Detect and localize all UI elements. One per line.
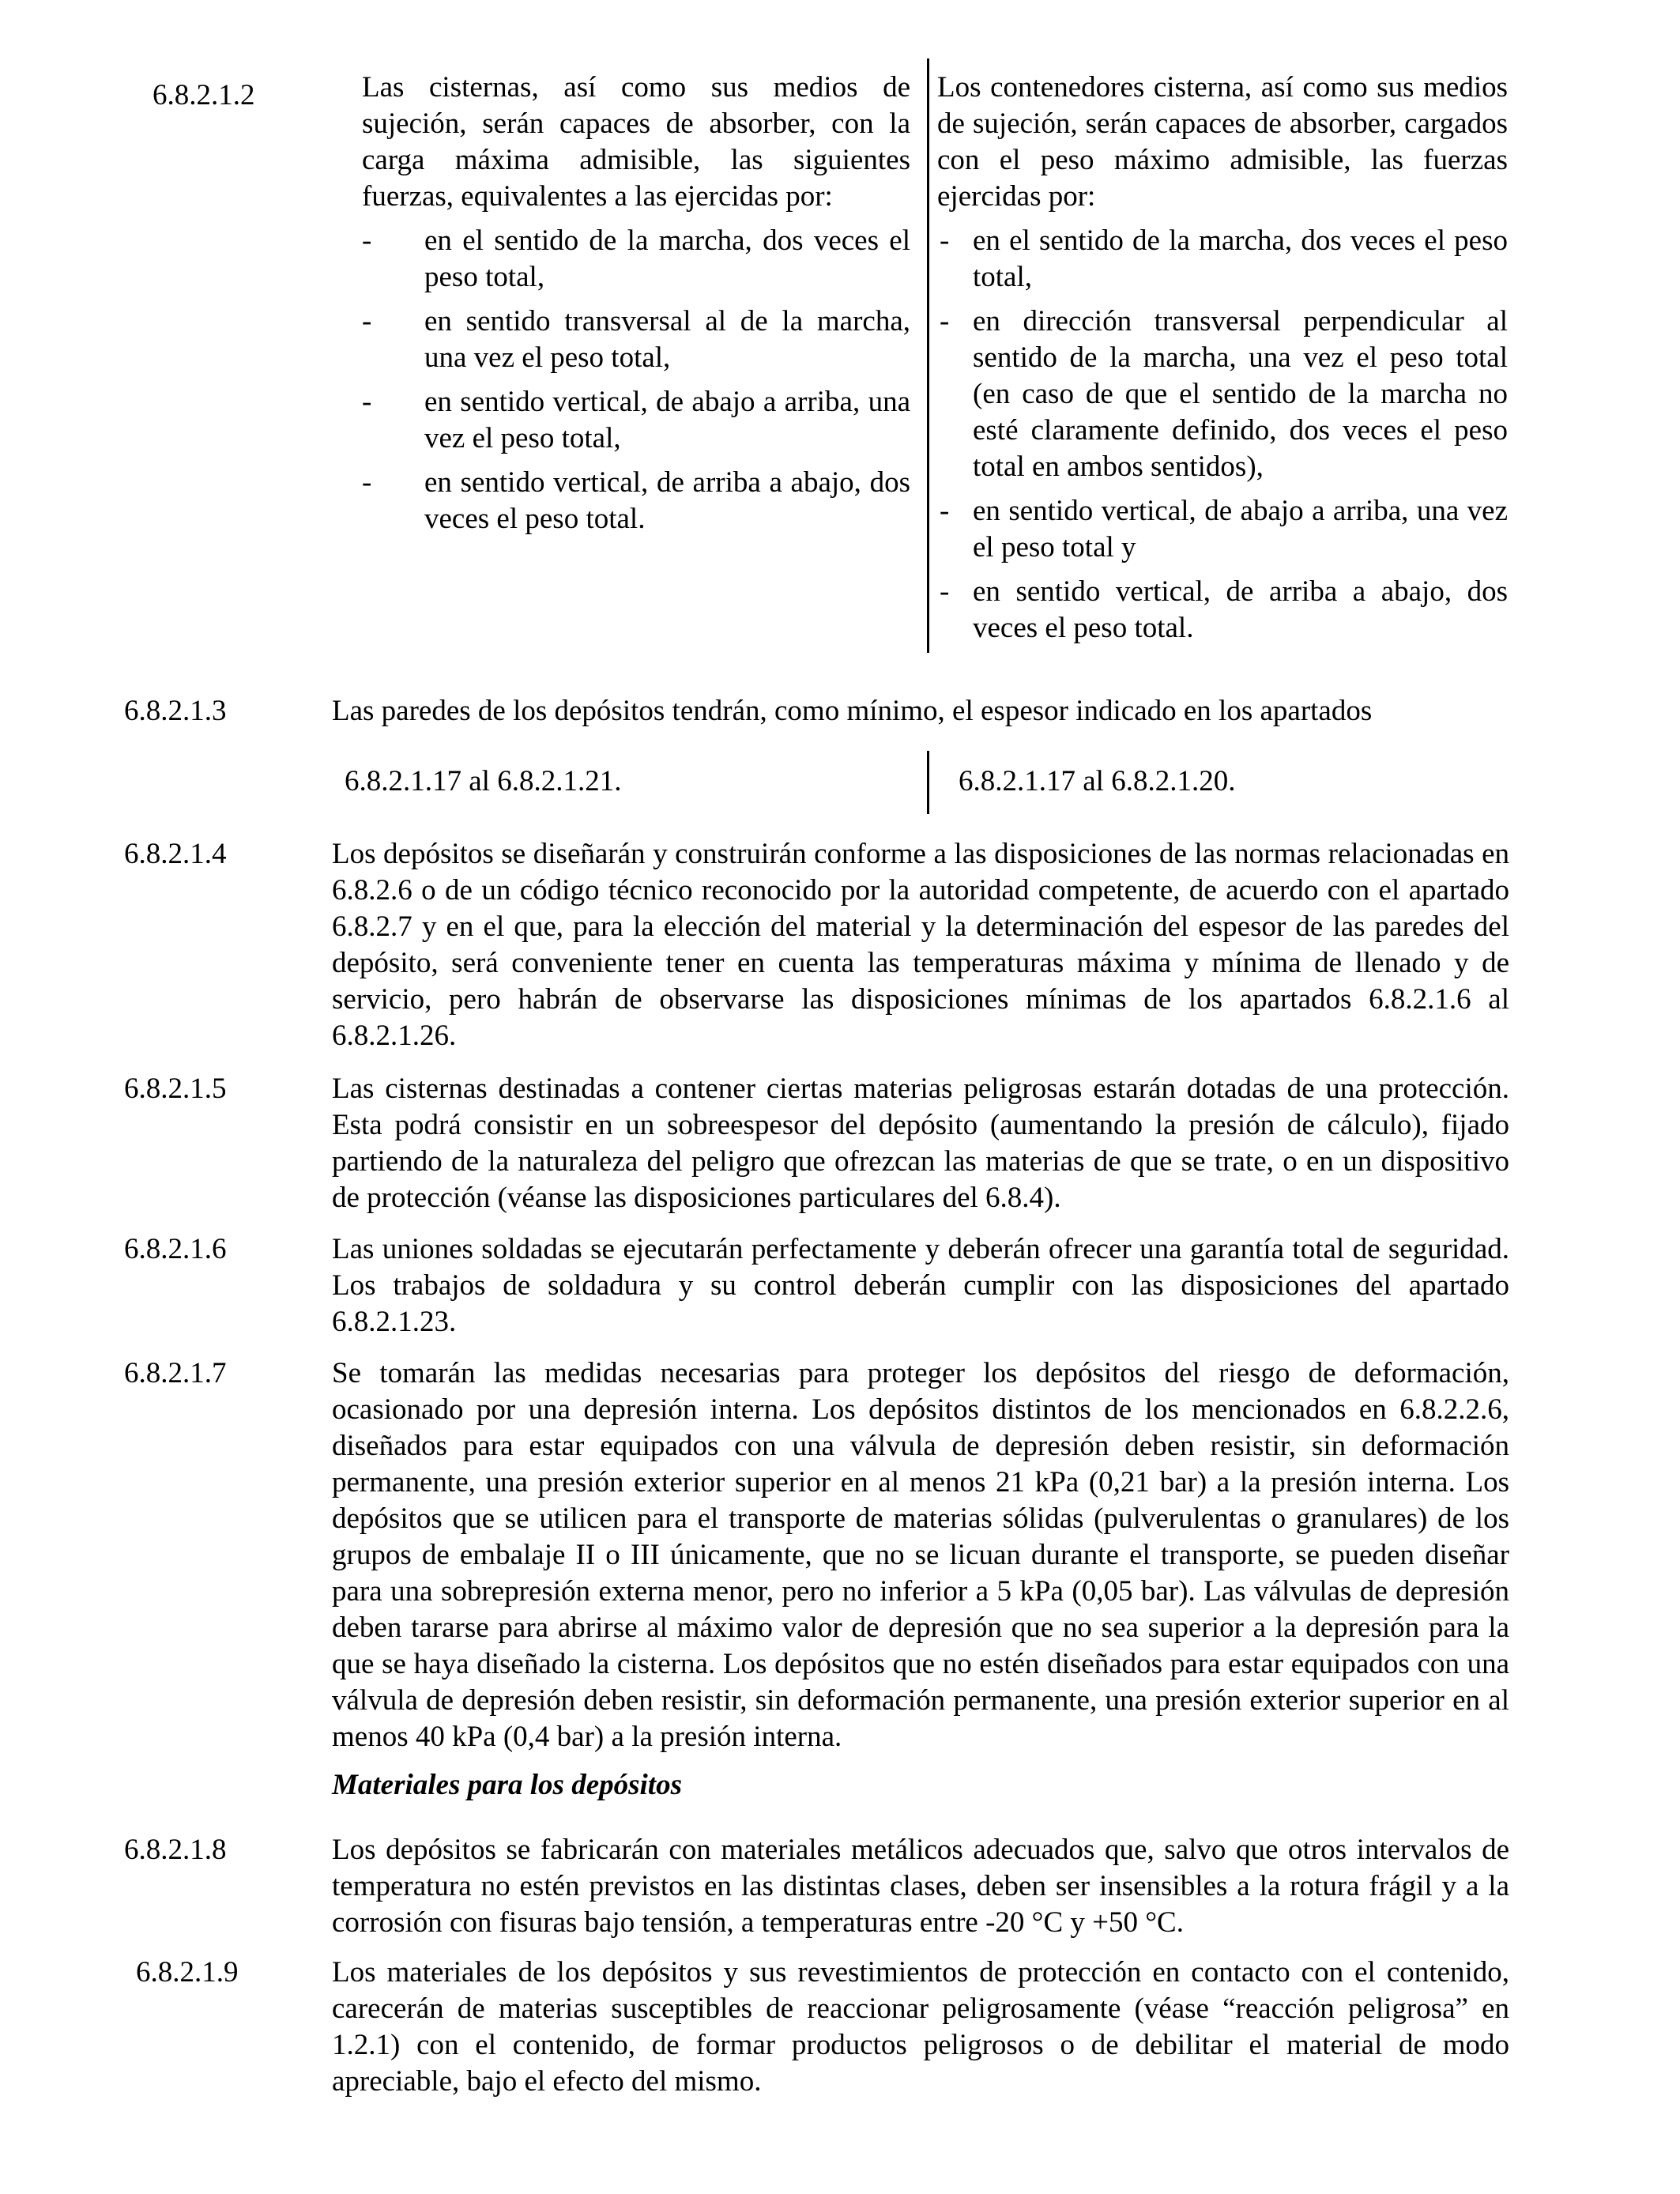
- section-heading: Materiales para los depósitos: [332, 1769, 682, 1801]
- paragraph: Los depósitos se fabricarán con materiales metálicos adecuados que, salvo que otros intervalos de temperatura no estén previstos en las distintas clases, deben ser insensibles a la rotura frágil y a la corrosión con fisuras bajo tensión, a temperaturas entre -20 °C y +50 °C.: [332, 1834, 1509, 1939]
- section-number: 6.8.2.1.5: [124, 1072, 227, 1105]
- paragraph: Las cisternas destinadas a contener ciertas materias peligrosas estarán dotadas de una protección. Esta podrá consistir en un sobreespesor del depósito (aumentando la presión de cálculo), fijado partiendo de la naturaleza del peligro que ofrezcan las materias de que se trate, o en un dispositivo de protección (véanse las disposiciones particulares del 6.8.4).: [332, 1072, 1509, 1214]
- right-column-tank-containers: [937, 70, 1508, 647]
- paragraph: Se tomarán las medidas necesarias para proteger los depósitos del riesgo de deformación, ocasionado por una depresión interna. Los depósitos distintos de los mencionados en 6.8.2.2.6, diseñados para estar equipados con una válvula de depresión deben resistir, sin deformación permanente, una presión exterior superior en al menos 21 kPa (0,21 bar) a la presión interna. Los depósitos que se utilicen para el transporte de materias sólidas (pulverulentas o granulares) de los grupos de embalaje II o III únicamente, que no se licuan durante el transporte, se pueden diseñar para una sobrepresión externa menor, pero no inferior a 5 kPa (0,05 bar). Las válvulas de depresión deben tararse para abrirse al máximo valor de depresión que no sea superior a la depresión para la que se haya diseñado la cisterna. Los depósitos que no estén diseñados para estar equipados con una válvula de depresión deben resistir, sin deformación permanente, una presión exterior superior en al menos 40 kPa (0,4 bar) a la presión interna.: [332, 1357, 1509, 1753]
- list-item: - en el sentido de la marcha, dos veces el peso total,: [362, 224, 910, 293]
- paragraph: Los depósitos se diseñarán y construirán conforme a las disposiciones de las normas relacionadas en 6.8.2.6 o de un código técnico reconocido por la autoridad competente, de acuerdo con el apartado 6.8.2.7 y en el que, para la elección del material y la determinación del espesor de las paredes del depósito, será conveniente tener en cuenta las temperaturas máxima y mínima de llenado y de servicio, pero habrán de observarse las disposiciones mínimas de los apartados 6.8.2.1.6 al 6.8.2.1.26.: [332, 838, 1509, 1052]
- list-item: - en el sentido de la marcha, dos veces el peso total,: [940, 224, 1508, 293]
- list-item: - en dirección transversal perpendicular al sentido de la marcha, una vez el peso total (en caso de que el sentido de la marcha no esté claramente definido, dos veces el peso total en ambos sentidos),: [940, 305, 1508, 483]
- right-reference: 6.8.2.1.17 al 6.8.2.1.20.: [959, 765, 1236, 797]
- list-item: - en sentido transversal al de la marcha, una vez el peso total,: [362, 305, 910, 374]
- left-intro: Las cisternas, así como sus medios de sujeción, serán capaces de absorber, con la carga máxima admisible, las siguientes fuerzas, equivalentes a las ejercidas por:: [362, 71, 910, 213]
- right-intro: Los contenedores cisterna, así como sus medios de sujeción, serán capaces de absorber, cargados con el peso máximo admisible, las fuerzas ejercidas por:: [937, 71, 1508, 213]
- left-force-list: [362, 223, 910, 537]
- list-item: - en sentido vertical, de abajo a arriba, una vez el peso total,: [362, 386, 910, 454]
- list-item: - en sentido vertical, de arriba a abajo, dos veces el peso total.: [940, 575, 1508, 644]
- section-number: 6.8.2.1.2: [153, 79, 255, 111]
- section-number: 6.8.2.1.8: [124, 1834, 227, 1866]
- column-divider: [927, 58, 929, 653]
- paragraph: Las uniones soldadas se ejecutarán perfectamente y deberán ofrecer una garantía total de seguridad. Los trabajos de soldadura y su control deberán cumplir con las disposiciones del apartado 6.8.2.1.23.: [332, 1233, 1509, 1338]
- section-number: 6.8.2.1.9: [136, 1956, 239, 1989]
- list-item: - en sentido vertical, de arriba a abajo, dos veces el peso total.: [362, 466, 910, 535]
- section-number: 6.8.2.1.3: [124, 695, 227, 727]
- paragraph: Las paredes de los depósitos tendrán, como mínimo, el espesor indicado en los apartados: [332, 695, 1373, 727]
- left-reference: 6.8.2.1.17 al 6.8.2.1.21.: [345, 765, 622, 797]
- right-force-list: [937, 223, 1508, 647]
- section-number: 6.8.2.1.6: [124, 1233, 227, 1265]
- column-divider: [927, 751, 929, 814]
- paragraph: Los materiales de los depósitos y sus revestimientos de protección en contacto con el contenido, carecerán de materias susceptibles de reaccionar peligrosamente (véase “reacción peligrosa” en 1.2.1) con el contenido, de formar productos peligrosos o de debilitar el material de modo apreciable, bajo el efecto del mismo.: [332, 1956, 1509, 2098]
- section-number: 6.8.2.1.4: [124, 838, 227, 870]
- section-number: 6.8.2.1.7: [124, 1357, 227, 1389]
- left-column-tanks: [362, 70, 910, 537]
- list-item: - en sentido vertical, de abajo a arriba, una vez el peso total y: [940, 495, 1508, 564]
